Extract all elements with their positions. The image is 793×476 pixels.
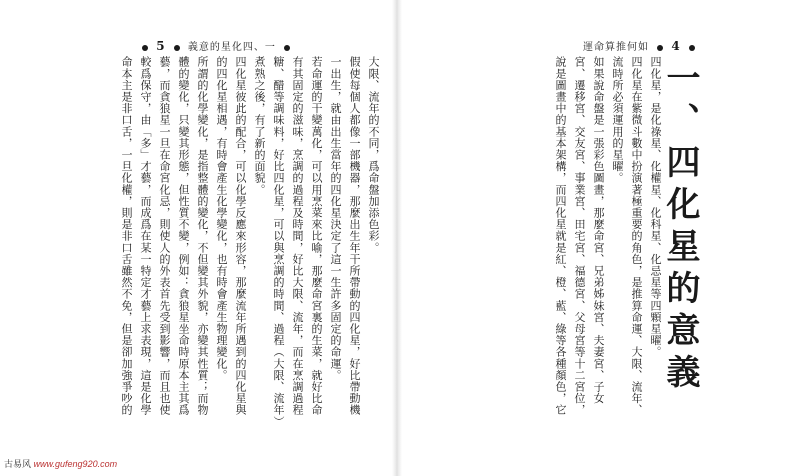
- header-dot-icon: [657, 45, 663, 51]
- right-page: [398, 0, 793, 476]
- left-page-number: 5: [156, 39, 166, 53]
- text-column: 宮、遷移宮、交友宮、事業宮、田宅宮、福德宮、父母宮等十二宮位，: [573, 56, 586, 416]
- text-column: 較爲保守，由「多」才藝，而成爲在某一特定才藝上求表現，這是化學: [139, 56, 152, 416]
- header-dot-icon: [142, 45, 148, 51]
- text-column: 大限、流年的不同，爲命盤加添色彩。: [367, 56, 380, 254]
- text-column: 若命運的干變萬化，可以用烹菜來比喻，那麼命宮裏的生菜，就好比命: [310, 56, 323, 416]
- left-page-text: [30, 56, 382, 426]
- header-dot-icon: [174, 45, 180, 51]
- text-column: 煮熟之後，有了新的面貌。: [253, 56, 266, 196]
- text-column: 一出生，就由出生當年的四化星決定了這一生許多固定的命運。: [329, 56, 342, 381]
- text-column: 有其固定的滋味，烹調的過程及時間，好比大限、流年，而在烹調過程: [291, 56, 304, 416]
- left-page: [0, 0, 396, 476]
- text-column: 糖、醋等調味料，好比四化星，可以與烹調的時間、過程（大限、流年）: [272, 56, 285, 422]
- right-page-header: [583, 38, 699, 53]
- text-column: 所謂的化學變化，是指整體的變化，不但變其外貌，亦變其性質；而物: [196, 56, 209, 416]
- right-page-running-title: 運命算推何如: [583, 42, 649, 53]
- header-dot-icon: [689, 45, 695, 51]
- watermark-footer: [4, 457, 117, 470]
- text-column: 的四化星相遇，有時會產生化學變化，也有時會產生物理變化。: [215, 56, 228, 381]
- text-column: 假使每個人都像一部機器，那麼出生年干所帶動的四化星，好比帶動機: [348, 56, 361, 416]
- footer-site-label: 古易风: [4, 459, 32, 469]
- header-dot-icon: [284, 45, 290, 51]
- right-page-text: [464, 56, 664, 426]
- text-column: 命本主是非口舌，一旦化權，則是非口舌雖然不免，但是卻加強爭吵的: [120, 56, 133, 416]
- text-column: 流時所必須運用的星曜。: [611, 56, 624, 184]
- left-page-header: [138, 38, 294, 53]
- text-column: 說是圖畫中的基本架構，而四化星就是紅、橙、藍、綠等各種顏色，它: [554, 56, 567, 416]
- text-column: 如果說命盤是一張彩色圖畫，那麼命宮、兄弟姊妹宮、夫妻宮、子女: [592, 56, 605, 404]
- text-column: 藝，而貪狼星一旦在命宮化忌，則使人的外表首先受到影響，而且也使: [158, 56, 171, 416]
- footer-site-url: www.gufeng920.com: [33, 459, 118, 469]
- text-column: 四化星彼此的配合，可以化學反應來形容，那麼流年所遇到的四化星與: [234, 56, 247, 416]
- text-column: 四化星，是化祿星、化權星、化科星、化忌星等四顆星曜。: [649, 56, 662, 358]
- right-page-number: 4: [671, 39, 681, 53]
- chapter-title: 一、四化星的意義: [660, 60, 700, 396]
- text-column: 四化星在紫微斗數中扮演著極重要的角色，是推算命運、大限、流年、: [630, 56, 643, 416]
- left-page-running-title: 義意的星化四、一: [187, 42, 276, 53]
- text-column: 體的變化，只變其形態，但性質不變，例如：貪狼星坐命時原本主其爲: [177, 56, 190, 416]
